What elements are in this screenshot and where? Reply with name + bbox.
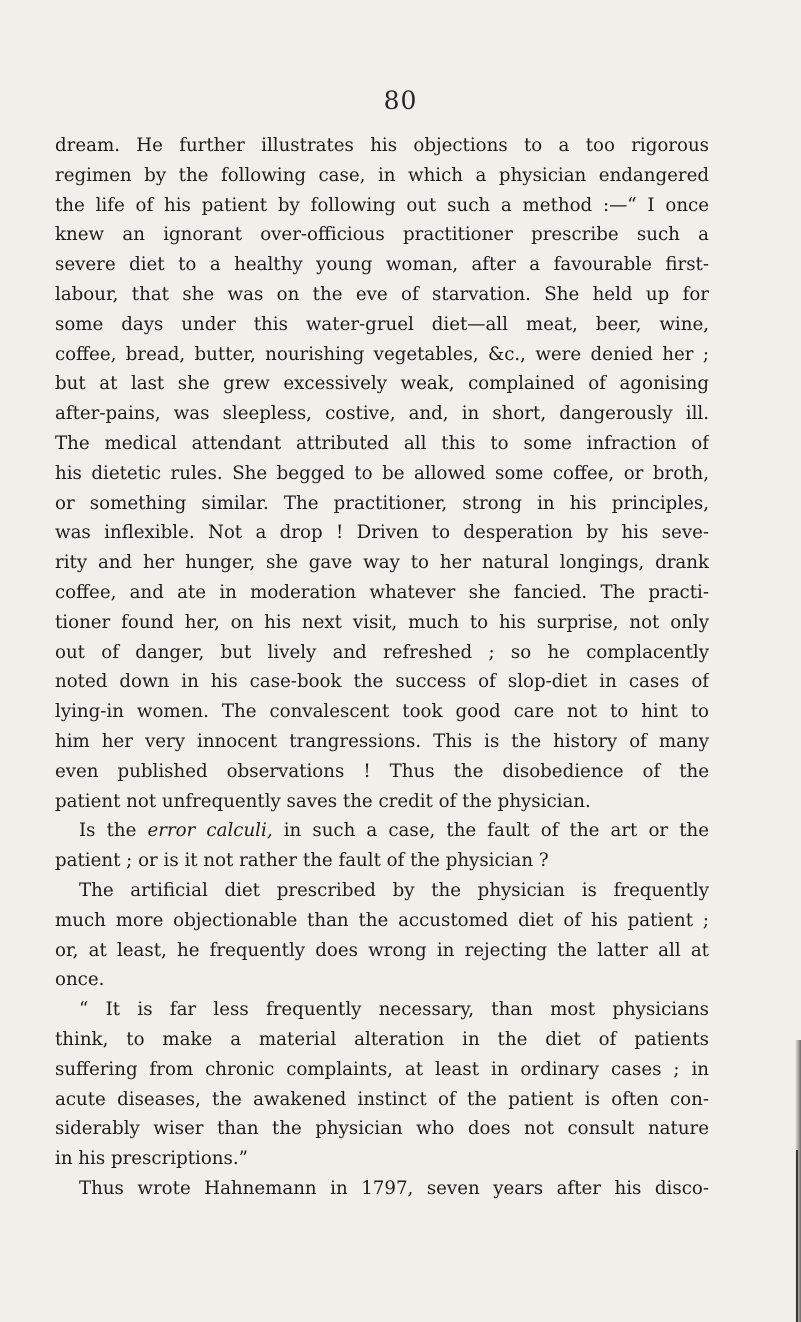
text-line: some days under this water-gruel diet—all meat, beer, wine, [55, 313, 709, 335]
text-line: him her very innocent trangressions. This is the history of many [55, 730, 709, 752]
text-line: tioner found her, on his next visit, much to his surprise, not only [55, 611, 709, 633]
text-line: but at last she grew excessively weak, complained of agonising [55, 373, 709, 395]
text-line: The medical attendant attributed all this to some infraction of [55, 432, 709, 454]
text-line: was inflexible. Not a drop ! Driven to desperation by his seve- [55, 522, 709, 544]
text-line: severe diet to a healthy young woman, after a favourable first- [55, 254, 709, 276]
text-line: regimen by the following case, in which a physician endangered [55, 164, 709, 186]
text-line: once. [55, 969, 105, 991]
text-line: rity and her hunger, she gave way to her natural longings, drank [55, 552, 709, 574]
text-span: in such a case, the fault of the art or the [272, 820, 709, 842]
text-line: think, to make a material alteration in the diet of patients [55, 1028, 709, 1050]
text-line: lying-in women. The convalescent took good care not to hint to [55, 701, 709, 723]
text-line: suffering from chronic complaints, at least in ordinary cases ; in [55, 1058, 709, 1080]
text-span: Is the [79, 820, 148, 842]
text-line: patient not unfrequently saves the credit of the physician. [55, 790, 591, 812]
text-line: after-pains, was sleepless, costive, and, in short, dangerously ill. [55, 403, 709, 425]
text-line: patient ; or is it not rather the fault of the physician ? [55, 850, 549, 872]
text-line: knew an ignorant over-officious practitioner prescribe such a [55, 224, 709, 246]
page-edge-line [796, 1150, 798, 1322]
text-line: or something similar. The practitioner, strong in his principles, [55, 492, 709, 514]
text-line: in his prescriptions.” [55, 1148, 248, 1170]
paragraph-start: The artificial diet prescribed by the physician is frequently [79, 879, 709, 901]
text-line: the life of his patient by following out such a method :—“ I once [55, 194, 709, 216]
text-line: coffee, and ate in moderation whatever she fancied. The practi- [55, 581, 709, 603]
text-line: even published observations ! Thus the disobedience of the [55, 760, 709, 782]
text-line: dream. He further illustrates his objections to a too rigorous [55, 135, 709, 156]
text-line: or, at least, he frequently does wrong in rejecting the latter all at [55, 939, 709, 961]
text-line: much more objectionable than the accustomed diet of his patient ; [55, 909, 709, 931]
page-number: 80 [383, 86, 418, 115]
paragraph-start: “ It is far less frequently necessary, than most physicians [79, 999, 709, 1021]
text-line: his dietetic rules. She begged to be allowed some coffee, or broth, [55, 462, 709, 484]
text-line: noted down in his case-book the success of slop-diet in cases of [55, 671, 709, 693]
text-line: coffee, bread, butter, nourishing vegetables, &c., were denied her ; [55, 343, 709, 365]
text-line: labour, that she was on the eve of starvation. She held up for [55, 283, 709, 305]
paragraph-start: Thus wrote Hahnemann in 1797, seven years after his disco- [79, 1177, 709, 1199]
italic-phrase: error calculi, [147, 820, 273, 842]
text-line: out of danger, but lively and refreshed ; so he complacently [55, 641, 709, 663]
body-text [55, 131, 709, 1204]
text-line: siderably wiser than the physician who does not consult nature [55, 1118, 709, 1140]
text-line: acute diseases, the awakened instinct of the patient is often con- [55, 1088, 709, 1110]
text-line-error-calculi [55, 816, 709, 846]
